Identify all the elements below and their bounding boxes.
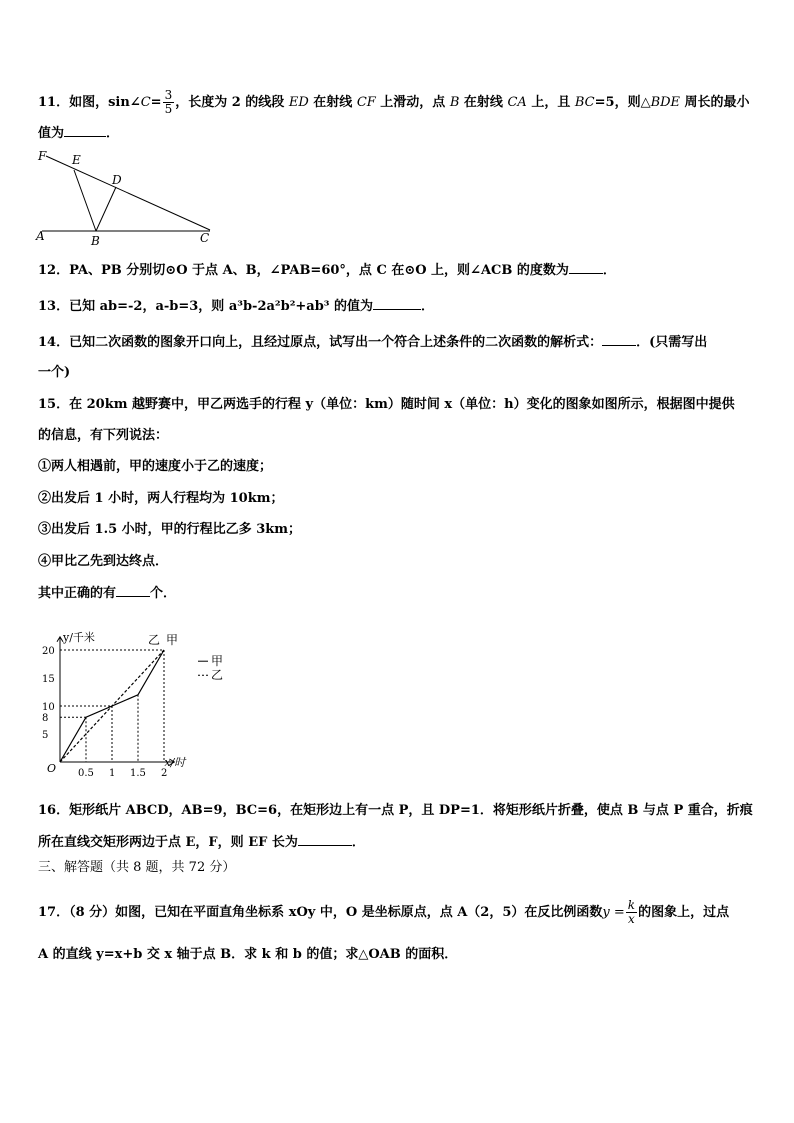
q11-label-d: D: [112, 173, 122, 187]
q14-answer-blank[interactable]: [602, 333, 636, 346]
q11-label-c: C: [200, 231, 210, 245]
q17-line2-text: A 的直线 y=x+b 交 x 轴于点 B．求 k 和 b 的值；求△OAB 的面积．: [38, 947, 458, 962]
q11-text-p3: 在射线: [308, 95, 357, 110]
q11-line2-end: ．: [106, 126, 120, 141]
x-tick-label: 1: [109, 768, 116, 779]
section-heading: [38, 859, 235, 877]
q11-text-p5: 在射线: [459, 95, 508, 110]
y-tick-label: 5: [42, 730, 49, 741]
q11-label-f: F: [38, 149, 47, 163]
q15-line1-text: 15．在 20km 越野赛中，甲乙两选手的行程 y（单位：km）随时间 x（单位：h）变化的图象如图所示，根据图中提供: [38, 397, 735, 412]
q15-answer-blank[interactable]: [116, 584, 150, 597]
q15-line1: [38, 396, 735, 414]
q15-ask: [38, 584, 176, 603]
q15-s4-text: ④甲比乙先到达终点．: [38, 554, 169, 569]
q14-line1-text: 14．已知二次函数的图象开口向上，且经过原点，试写出一个符合上述条件的二次函数的解析式：: [38, 335, 603, 350]
legend-label-1: 甲: [211, 654, 224, 669]
q15-statement-2: [38, 490, 283, 508]
q11-label-a: A: [36, 229, 45, 243]
q11-frac-den: 5: [164, 102, 173, 116]
y-tick-label: 10: [42, 702, 55, 713]
q11-text-p4: 上滑动，点: [375, 95, 450, 110]
q16-line1-text: 16．矩形纸片 ABCD，AB=9，BC=6，在矩形边上有一点 P，且 DP=1．将矩形纸片折叠，使点 B 与点 P 重合，折痕: [38, 803, 753, 818]
q17-frac-num: k: [627, 898, 636, 912]
q13-line: [38, 297, 434, 316]
q11-text-p1: 如图，sin∠: [69, 95, 141, 110]
q12-text: 12．PA、PB 分别切⊙O 于点 A、B，∠PAB=60°，点 C 在⊙O 上，则∠ACB 的度数为: [38, 263, 569, 278]
q11-var-ca: CA: [507, 95, 527, 110]
q11-line1: [38, 89, 750, 116]
q11-var-b: B: [449, 95, 460, 110]
x-tick-label: 2: [161, 768, 168, 779]
q15-s2-text: ②出发后 1 小时，两人行程均为 10km；: [38, 491, 284, 506]
q14-line2: [38, 364, 70, 382]
q11-var-bc: BC: [574, 95, 595, 110]
q11-fraction: [163, 89, 175, 116]
x-tick-label: 0.5: [78, 768, 94, 779]
q15-statement-3: [38, 521, 301, 539]
q11-eq: =: [150, 95, 162, 110]
q17-frac-den: x: [628, 912, 635, 926]
y-axis-label: y/千米: [63, 630, 95, 644]
q14-line1-end: ．(只需写出: [636, 335, 708, 350]
q11-figure: [34, 146, 224, 246]
q15-line2: [38, 427, 168, 445]
q15-statement-1: [38, 458, 272, 476]
q11-var-c: C: [140, 95, 151, 110]
q15-ask-end: 个．: [150, 586, 177, 601]
q13-text: 13．已知 ab=-2，a-b=3，则 a³b-2a²b²+ab³ 的值为: [38, 299, 374, 314]
q11-var-bde: BDE: [650, 95, 681, 110]
series-line-2: [60, 650, 164, 762]
y-tick-label: 15: [42, 674, 55, 685]
q17-y-eq: y =: [602, 905, 625, 920]
x-tick-label: 1.5: [130, 768, 146, 779]
origin-label: O: [47, 762, 57, 775]
q16-answer-blank[interactable]: [298, 833, 352, 846]
q17-line1a: 17．（8 分）如图，已知在平面直角坐标系 xOy 中，O 是坐标原点，点 A（2，5）在反比例函数: [38, 905, 603, 920]
top-label-yi: 乙: [148, 633, 161, 647]
x-axis-label: x/时: [164, 756, 186, 769]
top-label-jia: 甲: [166, 633, 179, 647]
q12-answer-blank[interactable]: [569, 261, 603, 274]
q11-label-b: B: [91, 234, 100, 246]
q11-text-p7: =5，则△: [594, 95, 651, 110]
q11-label-e: E: [72, 153, 81, 167]
q16-line2-end: ．: [351, 835, 365, 850]
q17-line1: [38, 899, 729, 926]
q16-line2: [38, 833, 365, 852]
q15-s1-text: ①两人相遇前，甲的速度小于乙的速度；: [38, 459, 273, 474]
q11-var-cf: CF: [356, 95, 376, 110]
q11-var-ed: ED: [288, 95, 309, 110]
q15-line2-text: 的信息，有下列说法：: [38, 428, 169, 443]
q13-end: ．: [421, 299, 435, 314]
q16-line1: [38, 802, 753, 820]
q11-number: 11．: [38, 95, 70, 110]
legend-label-2: 乙: [211, 668, 224, 683]
q11-line2-text: 值为: [38, 126, 65, 141]
q11-answer-blank[interactable]: [64, 124, 106, 137]
q12-end: ．: [602, 263, 616, 278]
q14-line1: [38, 333, 707, 352]
y-tick-label: 8: [42, 713, 49, 725]
q13-answer-blank[interactable]: [373, 297, 421, 310]
section-heading-text: 三、解答题（共 8 题，共 72 分）: [38, 860, 236, 875]
q17-line2: [38, 946, 457, 964]
q16-line2-text: 所在直线交矩形两边于点 E，F，则 EF 长为: [38, 835, 298, 850]
q12-line: [38, 261, 616, 280]
q17-line1b: 的图象上，过点: [638, 905, 730, 920]
q11-text-p8: 周长的最小: [680, 95, 750, 110]
q11-line2: [38, 124, 119, 143]
q11-frac-num: 3: [164, 88, 173, 102]
q15-statement-4: [38, 553, 168, 571]
q14-line2-text: 一个): [38, 365, 71, 380]
q11-text-p6: 上，且: [526, 95, 575, 110]
q17-fraction: [626, 899, 637, 926]
y-tick-label: 20: [42, 646, 55, 657]
q15-ask-text: 其中正确的有: [38, 586, 117, 601]
q15-s3-text: ③出发后 1.5 小时，甲的行程比乙多 3km；: [38, 522, 302, 537]
q11-text-p2: ，长度为 2 的线段: [175, 95, 289, 110]
q15-chart: [40, 614, 250, 784]
